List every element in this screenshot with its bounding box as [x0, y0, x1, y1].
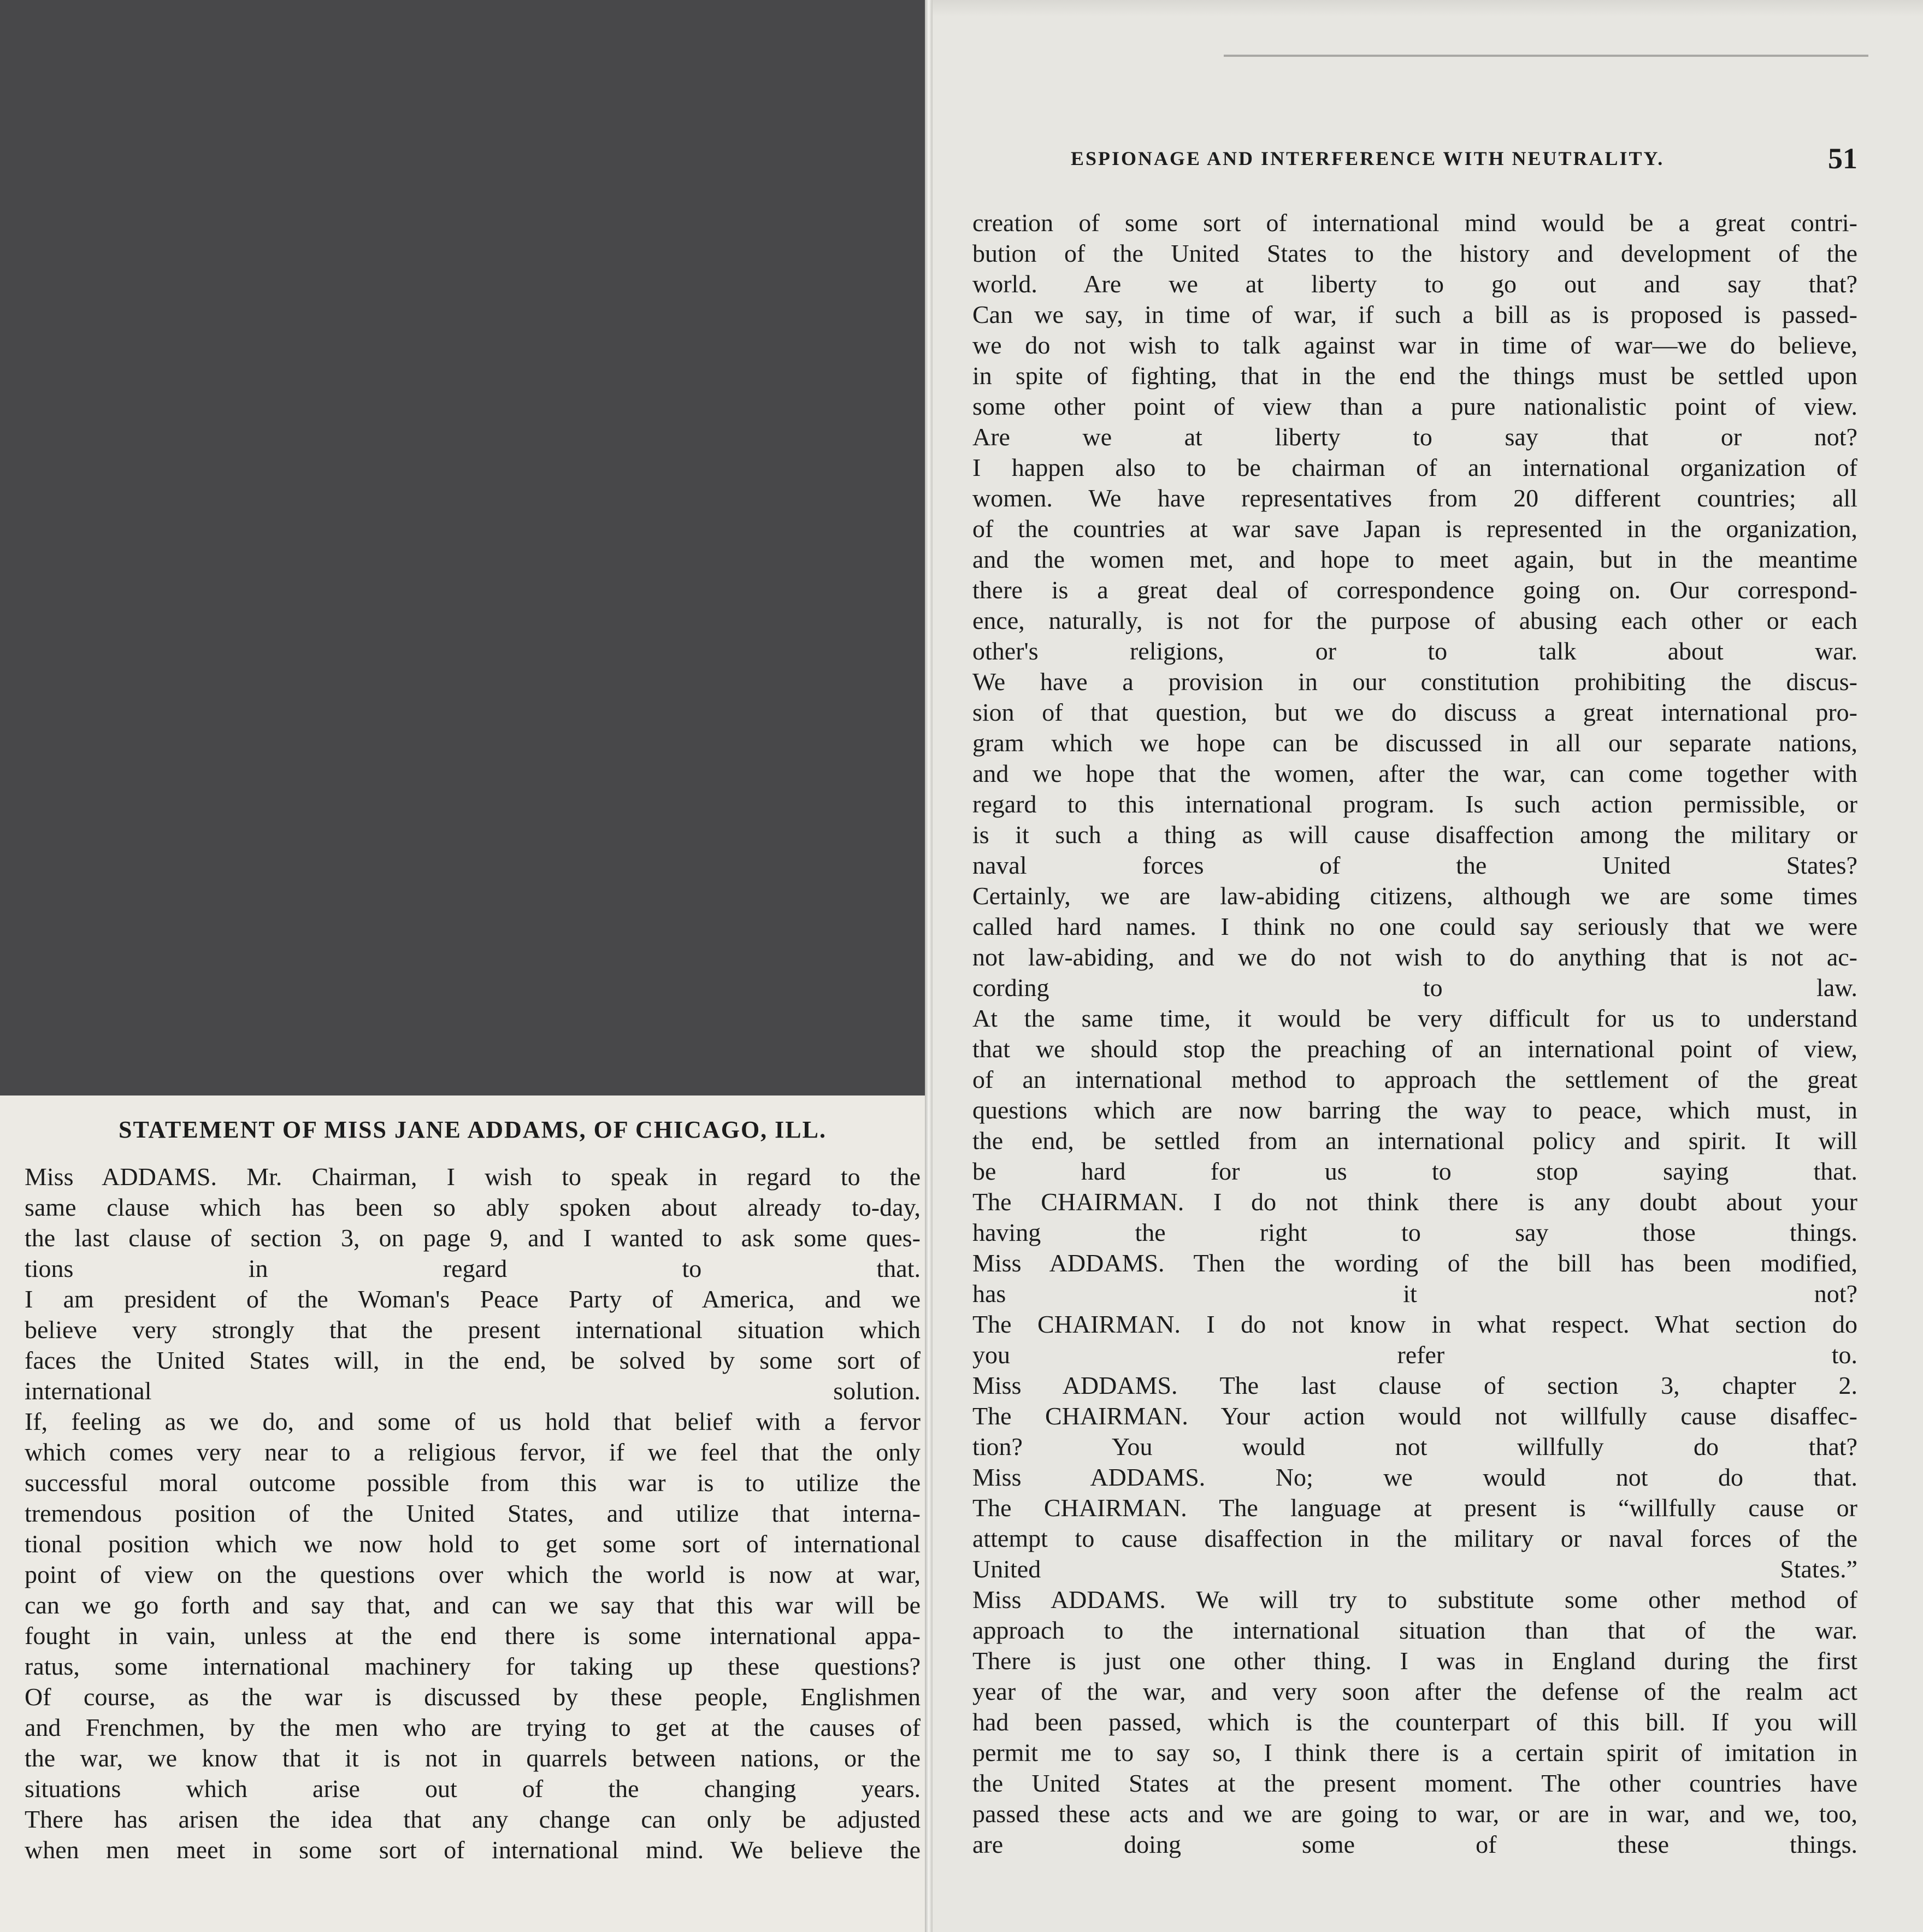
text-line: same clause which has been so ably spoken about already to-day, [25, 1193, 921, 1221]
text-line: has it not? [972, 1280, 1857, 1307]
text-line: If, feeling as we do, and some of us hold that belief with a fervor [25, 1407, 921, 1435]
text-line: permit me to say so, I think there is a certain spirit of imitation in [972, 1739, 1857, 1766]
text-line: had been passed, which is the counterpart of this bill. If you will [972, 1708, 1857, 1736]
text-line: Certainly, we are law-abiding citizens, although we are some times [972, 882, 1857, 910]
text-line: There is just one other thing. I was in England during the first [972, 1647, 1857, 1675]
text-line: the United States at the present moment. The other countries have [972, 1769, 1857, 1797]
text-line: I am president of the Woman's Peace Party of America, and we [25, 1285, 921, 1313]
text-line: when men meet in some sort of international mind. We believe the [25, 1836, 921, 1864]
text-line: year of the war, and very soon after the defense of the realm act [972, 1677, 1857, 1705]
text-line: be hard for us to stop saying that. [972, 1157, 1857, 1185]
text-line: passed these acts and we are going to war, or are in war, and we, too, [972, 1800, 1857, 1828]
text-line: of an international method to approach the settlement of the great [972, 1065, 1857, 1093]
text-line: the war, we know that it is not in quarrels between nations, or the [25, 1744, 921, 1772]
text-line: international solution. [25, 1377, 921, 1405]
text-line: can we go forth and say that, and can we say that this war will be [25, 1591, 921, 1619]
text-line: At the same time, it would be very difficult for us to understand [972, 1004, 1857, 1032]
text-line: ratus, some international machinery for taking up these questions? [25, 1652, 921, 1680]
text-line: we do not wish to talk against war in time of war—we do believe, [972, 331, 1857, 359]
text-line: and the women met, and hope to meet again, but in the meantime [972, 545, 1857, 573]
text-line: called hard names. I think no one could say seriously that we were [972, 912, 1857, 940]
text-line: world. Are we at liberty to go out and say that? [972, 270, 1857, 298]
right-column-text [972, 208, 1857, 1860]
text-line: some other point of view than a pure nationalistic point of view. [972, 392, 1857, 420]
text-line: having the right to say those things. [972, 1218, 1857, 1246]
text-line: Can we say, in time of war, if such a bill as is proposed is passed- [972, 301, 1857, 328]
text-line: Are we at liberty to say that or not? [972, 423, 1857, 451]
text-line: ence, naturally, is not for the purpose of abusing each other or each [972, 606, 1857, 634]
text-line: Miss ADDAMS. Mr. Chairman, I wish to speak in regard to the [25, 1163, 921, 1191]
text-line: The CHAIRMAN. I do not think there is any doubt about your [972, 1188, 1857, 1216]
text-line: is it such a thing as will cause disaffection among the military or [972, 821, 1857, 849]
text-line: and we hope that the women, after the war, can come together with [972, 759, 1857, 787]
statement-heading: STATEMENT OF MISS JANE ADDAMS, OF CHICAGO, ILL. [118, 1116, 827, 1143]
text-line: women. We have representatives from 20 different countries; all [972, 484, 1857, 512]
text-line: the last clause of section 3, on page 9, and I wanted to ask some ques- [25, 1224, 921, 1252]
text-line: Miss ADDAMS. The last clause of section 3, chapter 2. [972, 1371, 1857, 1399]
text-line: fought in vain, unless at the end there is some international appa- [25, 1622, 921, 1650]
text-line: tions in regard to that. [25, 1254, 921, 1282]
text-line: The CHAIRMAN. Your action would not willfully cause disaffec- [972, 1402, 1857, 1430]
text-line: gram which we hope can be discussed in all our separate nations, [972, 729, 1857, 757]
page-fold [925, 0, 933, 1932]
text-line: Miss ADDAMS. No; we would not do that. [972, 1463, 1857, 1491]
dark-scan-region [0, 0, 929, 1095]
text-line: tional position which we now hold to get some sort of international [25, 1530, 921, 1558]
text-line: bution of the United States to the history and development of the [972, 239, 1857, 267]
text-line: United States.” [972, 1555, 1857, 1583]
text-line: that we should stop the preaching of an international point of view, [972, 1035, 1857, 1063]
text-line: The CHAIRMAN. I do not know in what respect. What section do [972, 1310, 1857, 1338]
text-line: which comes very near to a religious fervor, if we feel that the only [25, 1438, 921, 1466]
text-line: faces the United States will, in the end, be solved by some sort of [25, 1346, 921, 1374]
text-line: point of view on the questions over which the world is now at war, [25, 1560, 921, 1588]
text-line: in spite of fighting, that in the end the things must be settled upon [972, 362, 1857, 390]
text-line: Miss ADDAMS. Then the wording of the bill has been modified, [972, 1249, 1857, 1277]
text-line: attempt to cause disaffection in the military or naval forces of the [972, 1524, 1857, 1552]
text-line: believe very strongly that the present international situation which [25, 1316, 921, 1344]
page-number: 51 [1828, 142, 1857, 175]
text-line: there is a great deal of correspondence going on. Our correspond- [972, 576, 1857, 604]
text-line: are doing some of these things. [972, 1830, 1857, 1858]
text-line: not law-abiding, and we do not wish to do anything that is not ac- [972, 943, 1857, 971]
text-line: Of course, as the war is discussed by these people, Englishmen [25, 1683, 921, 1711]
text-line: sion of that question, but we do discuss a great international pro- [972, 698, 1857, 726]
left-column-body [25, 1162, 921, 1865]
text-line: tremendous position of the United States, and utilize that interna- [25, 1499, 921, 1527]
text-line: of the countries at war save Japan is represented in the organization, [972, 515, 1857, 543]
text-line: There has arisen the idea that any change can only be adjusted [25, 1805, 921, 1833]
left-column-text [25, 1115, 921, 1865]
top-rule [1224, 55, 1868, 57]
text-line: regard to this international program. Is such action permissible, or [972, 790, 1857, 818]
text-line: approach to the international situation than that of the war. [972, 1616, 1857, 1644]
text-line: tion? You would not willfully do that? [972, 1433, 1857, 1460]
running-head: ESPIONAGE AND INTERFERENCE WITH NEUTRALITY. [1071, 148, 1665, 169]
text-line: situations which arise out of the changing years. [25, 1775, 921, 1803]
text-line: I happen also to be chairman of an international organization of [972, 453, 1857, 481]
text-line: you refer to. [972, 1341, 1857, 1369]
text-line: The CHAIRMAN. The language at present is “willfully cause or [972, 1494, 1857, 1522]
text-line: naval forces of the United States? [972, 851, 1857, 879]
text-line: We have a provision in our constitution prohibiting the discus- [972, 668, 1857, 696]
text-line: the end, be settled from an international policy and spirit. It will [972, 1127, 1857, 1155]
text-line: Miss ADDAMS. We will try to substitute some other method of [972, 1586, 1857, 1613]
text-line: cording to law. [972, 974, 1857, 1002]
text-line: other's religions, or to talk about war. [972, 637, 1857, 665]
text-line: questions which are now barring the way to peace, which must, in [972, 1096, 1857, 1124]
text-line: successful moral outcome possible from this war is to utilize the [25, 1469, 921, 1497]
text-line: creation of some sort of international mind would be a great contri- [972, 209, 1857, 237]
page-top-edge [929, 0, 1923, 16]
text-line: and Frenchmen, by the men who are trying to get at the causes of [25, 1713, 921, 1741]
